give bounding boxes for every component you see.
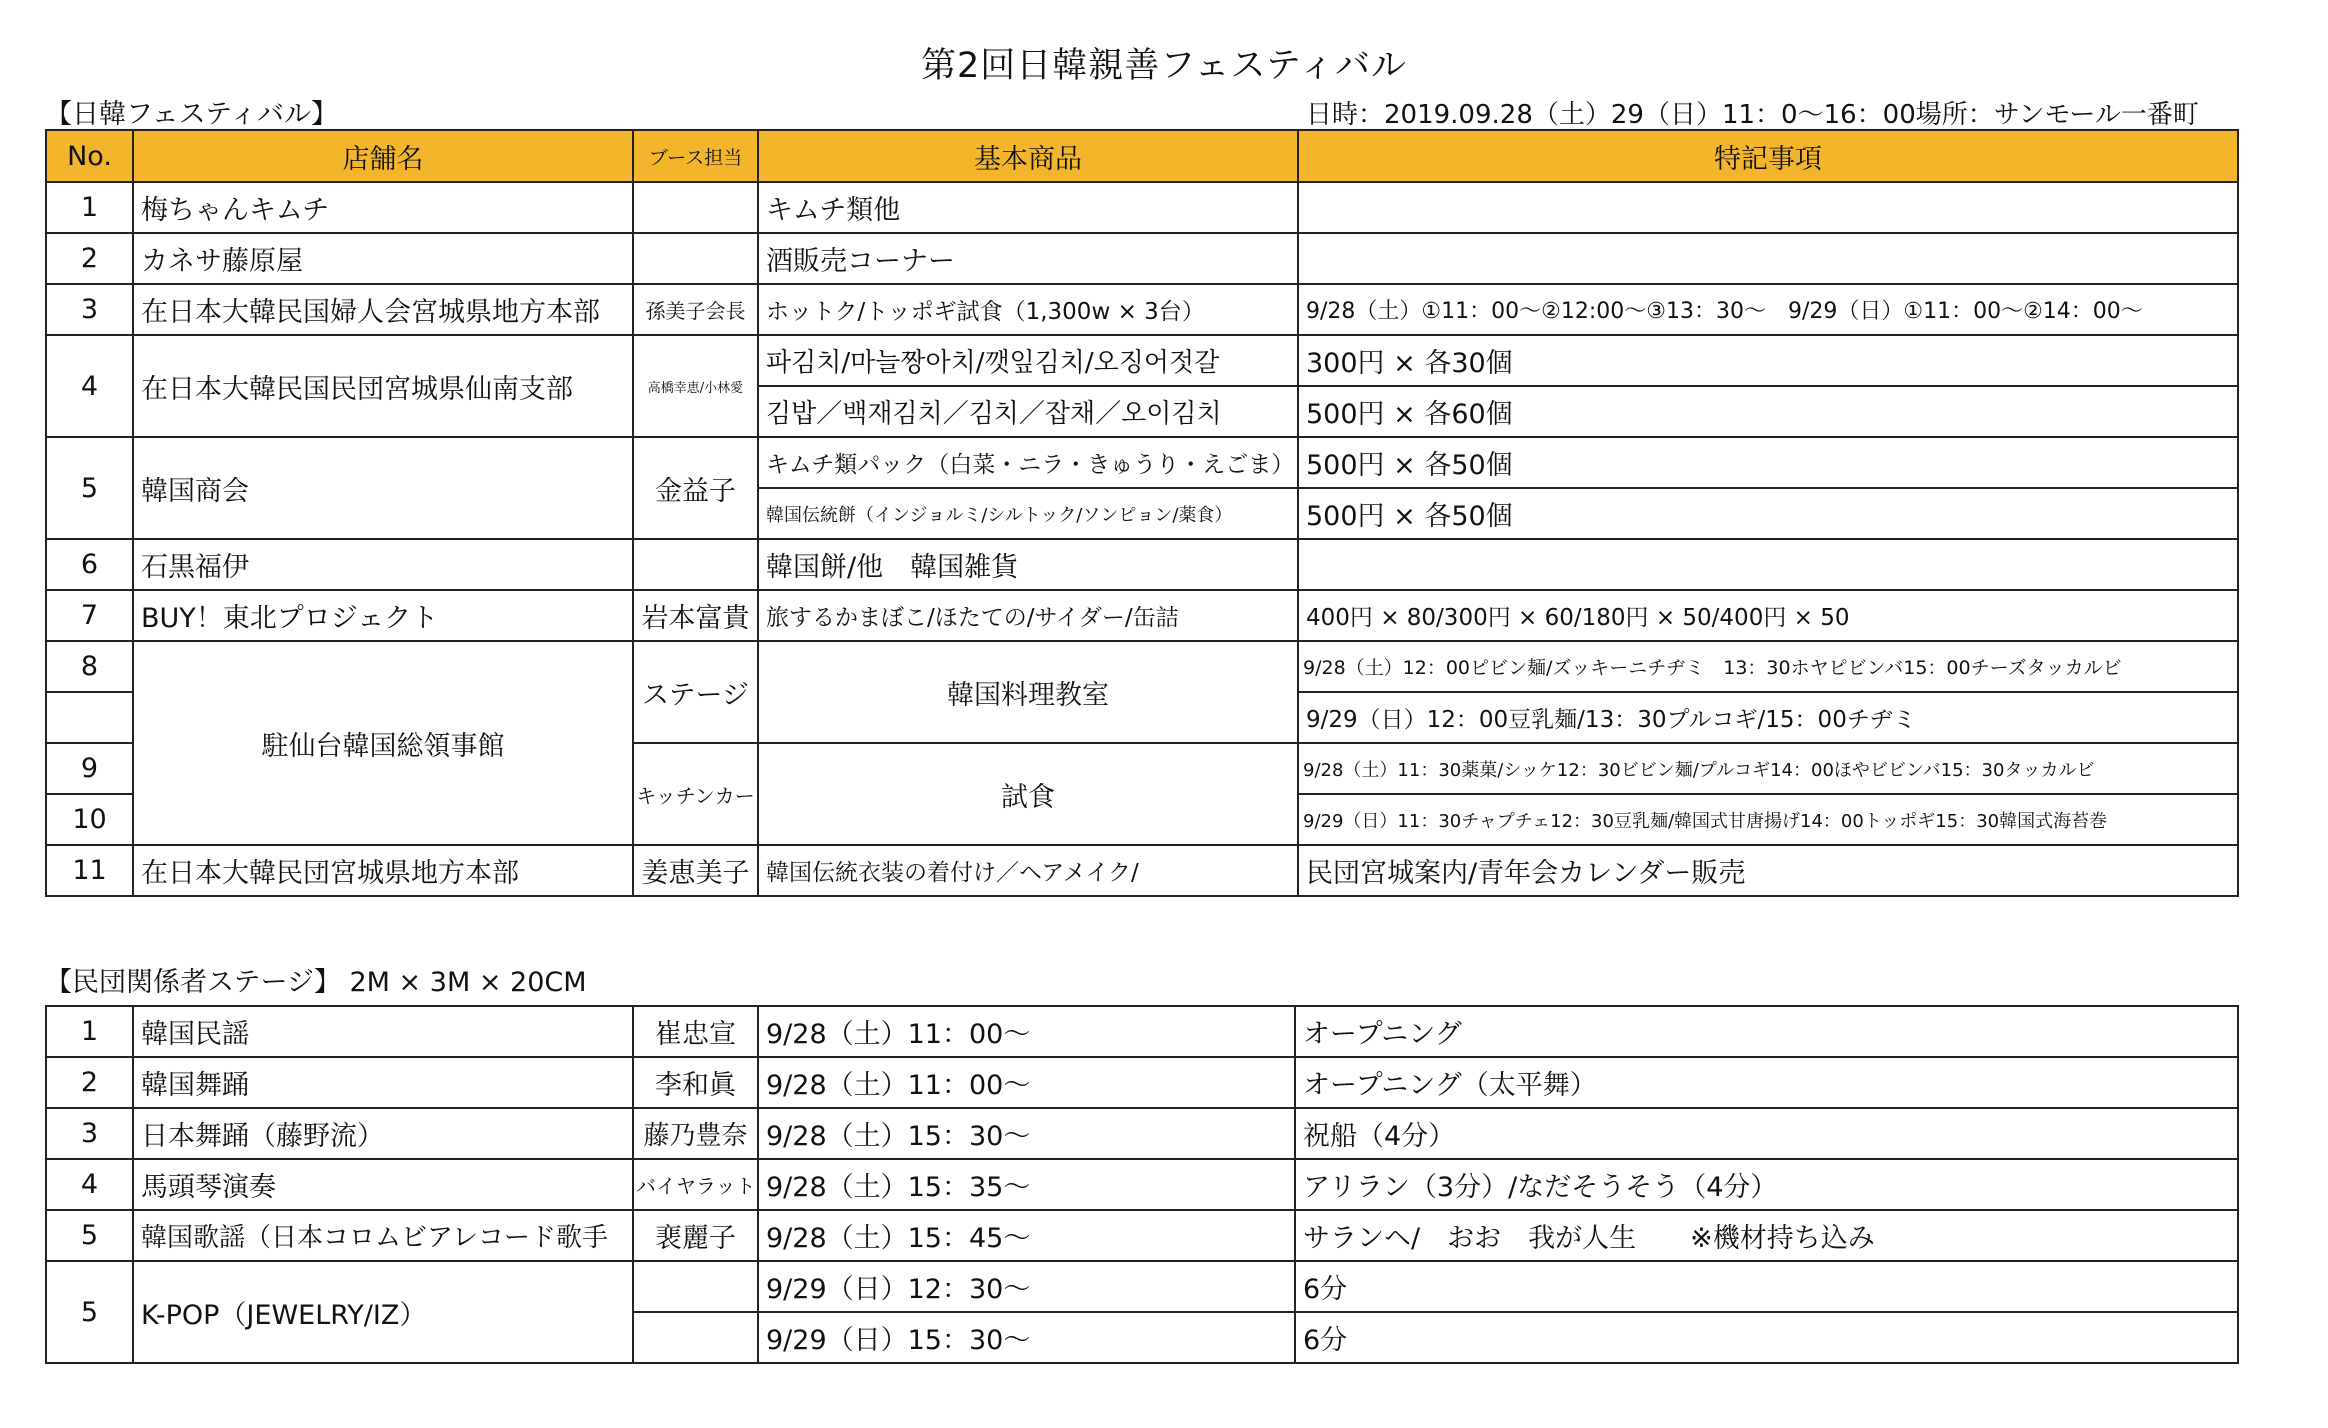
row-performer — [633, 1312, 758, 1363]
row-product: 파김치/마늘짱아치/깻잎김치/오징어젓갈 — [758, 335, 1298, 386]
table-row — [46, 1057, 2238, 1108]
stage-table — [45, 1005, 2239, 1364]
table-row — [46, 1006, 2238, 1057]
row-booth: キッチンカー — [633, 743, 758, 845]
row-booth: 金益子 — [633, 437, 758, 539]
row-notes: 9/28（土）12：00ピビン麺/ズッキーニチヂミ 13：30ホヤピビンバ15：00チーズタッカルビ — [1298, 641, 2238, 692]
row-no: 8 — [46, 641, 133, 692]
row-notes: 500円 × 各60個 — [1298, 386, 2238, 437]
date-place-text: 日時：2019.09.28（土）29（日）11：0～16：00場所：サンモール一番町 — [1306, 100, 2199, 130]
row-performer: バイヤラット — [633, 1159, 758, 1210]
row-product: キムチ類パック（白菜・ニラ・きゅうり・えごま） — [758, 437, 1298, 488]
row-no: 5 — [46, 437, 133, 539]
festival-section-label: 【日韓フェスティバル】 — [45, 99, 338, 130]
row-time: 9/29（日）15：30～ — [758, 1312, 1295, 1363]
row-product: 試食 — [758, 743, 1298, 845]
row-notes: 300円 × 各30個 — [1298, 335, 2238, 386]
row-shop: 駐仙台韓国総領事館 — [133, 641, 633, 845]
table-row — [46, 641, 2238, 692]
row-shop: 在日本大韓民団宮城県地方本部 — [133, 845, 633, 896]
row-performer: 李和眞 — [633, 1057, 758, 1108]
row-notes: 500円 × 各50個 — [1298, 437, 2238, 488]
row-program: 韓国舞踊 — [133, 1057, 633, 1108]
table-row — [46, 335, 2238, 386]
row-notes: 9/29（日）12：00豆乳麺/13：30プルコギ/15：00チヂミ — [1298, 692, 2238, 743]
row-shop: 梅ちゃんキムチ — [133, 182, 633, 233]
row-notes: 6分 — [1295, 1261, 2238, 1312]
row-product: 旅するかまぼこ/ほたての/サイダー/缶詰 — [758, 590, 1298, 641]
row-booth — [633, 233, 758, 284]
row-notes: サランヘ/ おお 我が人生 ※機材持ち込み — [1295, 1210, 2238, 1261]
row-notes: オープニング（太平舞） — [1295, 1057, 2238, 1108]
row-no: 11 — [46, 845, 133, 896]
table-row — [46, 437, 2238, 488]
row-no: 4 — [46, 1159, 133, 1210]
row-no: 6 — [46, 539, 133, 590]
row-notes: 9/28（土）①11：00～②12:00～③13：30～ 9/29（日）①11：00～②14：00～ — [1298, 284, 2238, 335]
header-booth: ブース担当 — [633, 130, 758, 182]
row-notes: オープニング — [1295, 1006, 2238, 1057]
row-product: ホットク/トッポギ試食（1,300w × 3台） — [758, 284, 1298, 335]
row-no: 2 — [46, 233, 133, 284]
row-product: 韓国餅/他 韓国雑貨 — [758, 539, 1298, 590]
table-row — [46, 182, 2238, 233]
row-no: 1 — [46, 1006, 133, 1057]
row-time: 9/28（土）15：30～ — [758, 1108, 1295, 1159]
row-performer: 藤乃豊奈 — [633, 1108, 758, 1159]
row-performer: 崔忠宣 — [633, 1006, 758, 1057]
stage-section-label: 【民団関係者ステージ】 2M × 3M × 20CM — [45, 967, 587, 998]
table-row — [46, 845, 2238, 896]
row-time: 9/28（土）15：35～ — [758, 1159, 1295, 1210]
row-booth: 孫美子会長 — [633, 284, 758, 335]
row-no: 2 — [46, 1057, 133, 1108]
row-no — [46, 692, 133, 743]
table-row — [46, 1210, 2238, 1261]
row-no: 7 — [46, 590, 133, 641]
page-title: 第2回日韓親善フェスティバル — [920, 46, 1408, 86]
row-program: K-POP（JEWELRY/IZ） — [133, 1261, 633, 1363]
row-program: 韓国歌謡（日本コロムビアレコード歌手 — [133, 1210, 633, 1261]
row-no: 5 — [46, 1210, 133, 1261]
row-no: 10 — [46, 794, 133, 845]
row-performer — [633, 1261, 758, 1312]
row-product: 酒販売コーナー — [758, 233, 1298, 284]
festival-header-row — [46, 130, 2238, 182]
row-time: 9/29（日）12：30～ — [758, 1261, 1295, 1312]
row-notes — [1298, 539, 2238, 590]
row-product: 김밥／백재김치／김치／잡채／오이김치 — [758, 386, 1298, 437]
row-notes: 400円 × 80/300円 × 60/180円 × 50/400円 × 50 — [1298, 590, 2238, 641]
row-notes — [1298, 182, 2238, 233]
row-shop: 在日本大韓民国民団宮城県仙南支部 — [133, 335, 633, 437]
row-product: 韓国料理教室 — [758, 641, 1298, 743]
row-booth — [633, 182, 758, 233]
row-booth — [633, 539, 758, 590]
row-booth: 岩本富貴 — [633, 590, 758, 641]
row-time: 9/28（土）11：00～ — [758, 1006, 1295, 1057]
row-shop: カネサ藤原屋 — [133, 233, 633, 284]
table-row — [46, 590, 2238, 641]
row-program: 馬頭琴演奏 — [133, 1159, 633, 1210]
festival-table — [45, 129, 2239, 897]
row-no: 9 — [46, 743, 133, 794]
header-no: No. — [46, 130, 133, 182]
header-shop: 店舗名 — [133, 130, 633, 182]
row-booth: 高橋幸恵/小林愛 — [633, 335, 758, 437]
row-notes: アリラン（3分）/なだそうそう（4分） — [1295, 1159, 2238, 1210]
row-performer: 裵麗子 — [633, 1210, 758, 1261]
row-product: キムチ類他 — [758, 182, 1298, 233]
row-notes: 500円 × 各50個 — [1298, 488, 2238, 539]
row-booth: 姜恵美子 — [633, 845, 758, 896]
row-notes: 6分 — [1295, 1312, 2238, 1363]
row-no: 4 — [46, 335, 133, 437]
row-booth: ステージ — [633, 641, 758, 743]
row-product: 韓国伝統衣装の着付け／ヘアメイク/ — [758, 845, 1298, 896]
row-no: 3 — [46, 1108, 133, 1159]
header-product: 基本商品 — [758, 130, 1298, 182]
table-row — [46, 233, 2238, 284]
row-no: 1 — [46, 182, 133, 233]
row-time: 9/28（土）11：00～ — [758, 1057, 1295, 1108]
row-notes: 民団宮城案内/青年会カレンダー販売 — [1298, 845, 2238, 896]
table-row — [46, 1108, 2238, 1159]
header-notes: 特記事項 — [1298, 130, 2238, 182]
row-no: 3 — [46, 284, 133, 335]
row-notes: 9/28（土）11：30薬菓/シッケ12：30ビビン麺/プルコギ14：00ほやビビンバ15：30タッカルビ — [1298, 743, 2238, 794]
row-no: 5 — [46, 1261, 133, 1363]
row-program: 韓国民謡 — [133, 1006, 633, 1057]
row-shop: 石黒福伊 — [133, 539, 633, 590]
row-shop: BUY！東北プロジェクト — [133, 590, 633, 641]
table-row — [46, 1261, 2238, 1312]
row-notes: 祝船（4分） — [1295, 1108, 2238, 1159]
row-product: 韓国伝統餅（インジョルミ/シルトック/ソンピョン/薬食） — [758, 488, 1298, 539]
row-notes: 9/29（日）11：30チャプチェ12：30豆乳麺/韓国式甘唐揚げ14：00トッポギ15：30韓国式海苔巻 — [1298, 794, 2238, 845]
table-row — [46, 284, 2238, 335]
table-row — [46, 539, 2238, 590]
row-notes — [1298, 233, 2238, 284]
row-shop: 在日本大韓民国婦人会宮城県地方本部 — [133, 284, 633, 335]
row-program: 日本舞踊（藤野流） — [133, 1108, 633, 1159]
row-time: 9/28（土）15：45～ — [758, 1210, 1295, 1261]
row-shop: 韓国商会 — [133, 437, 633, 539]
table-row — [46, 1159, 2238, 1210]
